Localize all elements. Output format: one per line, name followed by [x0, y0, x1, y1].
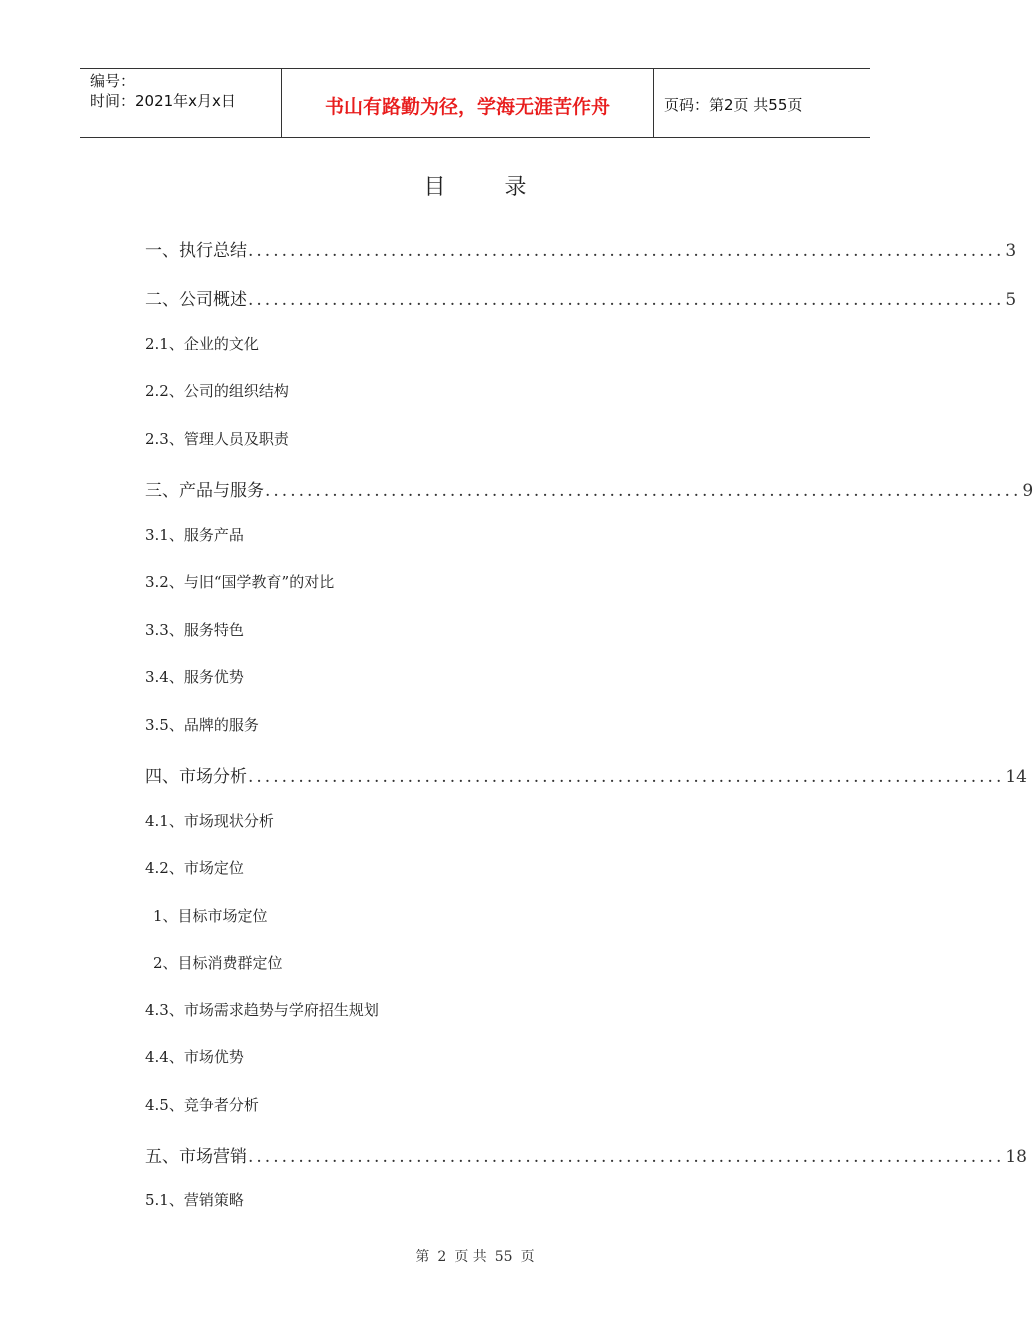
footer-suffix: 页: [520, 1249, 535, 1265]
toc-entry-label: 5.1、营销策略: [145, 1191, 244, 1209]
toc-entry-label: 2.1、企业的文化: [145, 335, 259, 353]
toc-entry-label: 4.3、市场需求趋势与学府招生规划: [145, 1001, 379, 1019]
toc-entry-label: 1、目标市场定位: [153, 907, 268, 925]
motto-text: 书山有路勤为径，学海无涯苦作舟: [324, 95, 610, 118]
toc-entry-label: 4.1、市场现状分析: [145, 812, 274, 830]
toc-entry-page: 5: [1005, 290, 1017, 310]
toc-entry-label: 2.2、公司的组织结构: [145, 382, 289, 400]
toc-entry-5[interactable]: [145, 1142, 1027, 1167]
toc-entry-4[interactable]: [145, 762, 1027, 787]
toc-entry-label: 二、公司概述: [145, 290, 247, 310]
toc-entry-label: 4.2、市场定位: [145, 859, 244, 877]
page-footer: [0, 1246, 950, 1266]
toc-entry-1[interactable]: [145, 236, 1017, 261]
toc-entry-3-2[interactable]: [145, 571, 806, 592]
toc-title: 目 录: [423, 175, 553, 200]
header-table: [80, 68, 870, 138]
toc-entry-2-3[interactable]: [145, 428, 806, 449]
page-info-text: 页码：第2页 共55页: [664, 95, 803, 114]
footer-current-page: 2: [437, 1249, 447, 1265]
toc-entry-page: 3: [1005, 241, 1017, 261]
toc-entry-label: 3.4、服务优势: [145, 668, 244, 686]
toc-entry-4-2-2[interactable]: [153, 952, 814, 973]
toc-entry-label: 三、产品与服务: [145, 481, 264, 501]
toc-entry-label: 一、执行总结: [145, 241, 247, 261]
toc-entry-3-5[interactable]: [145, 714, 806, 735]
page-info-cell: [654, 69, 870, 137]
header-meta-cell: [80, 69, 282, 137]
time-label: 时间：2021年x月x日: [90, 92, 236, 110]
toc-entry-4-2-1[interactable]: [153, 905, 814, 926]
motto-cell: [282, 69, 654, 137]
toc-entry-2[interactable]: [145, 285, 1017, 310]
toc-leader-dots: ..........................................................................................: [248, 241, 1005, 261]
toc-entry-3-3[interactable]: [145, 619, 806, 640]
toc-entry-3[interactable]: [145, 476, 1033, 501]
toc-entry-label: 2.3、管理人员及职责: [145, 430, 289, 448]
toc-entry-label: 五、市场营销: [145, 1147, 247, 1167]
footer-prefix: 第: [415, 1249, 430, 1265]
toc-entry-page: 18: [1005, 1147, 1027, 1167]
toc-entry-4-1[interactable]: [145, 810, 806, 831]
toc-entry-5-1[interactable]: [145, 1189, 806, 1210]
toc-entry-label: 2、目标消费群定位: [153, 954, 283, 972]
toc-entry-2-1[interactable]: [145, 333, 806, 354]
toc-entry-3-4[interactable]: [145, 666, 806, 687]
toc-entry-label: 四、市场分析: [145, 767, 247, 787]
toc-leader-dots: ..........................................................................................: [248, 1147, 1005, 1167]
toc-entry-page: 14: [1005, 767, 1027, 787]
toc-entry-4-5[interactable]: [145, 1094, 806, 1115]
toc-entry-4-2[interactable]: [145, 857, 806, 878]
toc-leader-dots: ..........................................................................................: [265, 481, 1022, 501]
toc-leader-dots: ..........................................................................................: [248, 290, 1005, 310]
toc-leader-dots: ..........................................................................................: [248, 767, 1005, 787]
number-label: 编号：: [90, 72, 136, 90]
toc-entry-page: 9: [1022, 481, 1033, 501]
toc-entry-label: 3.5、品牌的服务: [145, 716, 259, 734]
toc-entry-4-3[interactable]: [145, 999, 806, 1020]
toc-entry-label: 3.2、与旧“国学教育”的对比: [145, 573, 335, 591]
toc-entry-4-4[interactable]: [145, 1046, 806, 1067]
toc-entry-label: 3.1、服务产品: [145, 526, 244, 544]
footer-total-pages: 55: [494, 1249, 513, 1265]
toc-entry-2-2[interactable]: [145, 380, 806, 401]
toc-entry-3-1[interactable]: [145, 524, 806, 545]
toc-entry-label: 4.5、竞争者分析: [145, 1096, 259, 1114]
footer-mid: 页 共: [454, 1249, 487, 1265]
toc-entry-label: 4.4、市场优势: [145, 1048, 244, 1066]
toc-entry-label: 3.3、服务特色: [145, 621, 244, 639]
